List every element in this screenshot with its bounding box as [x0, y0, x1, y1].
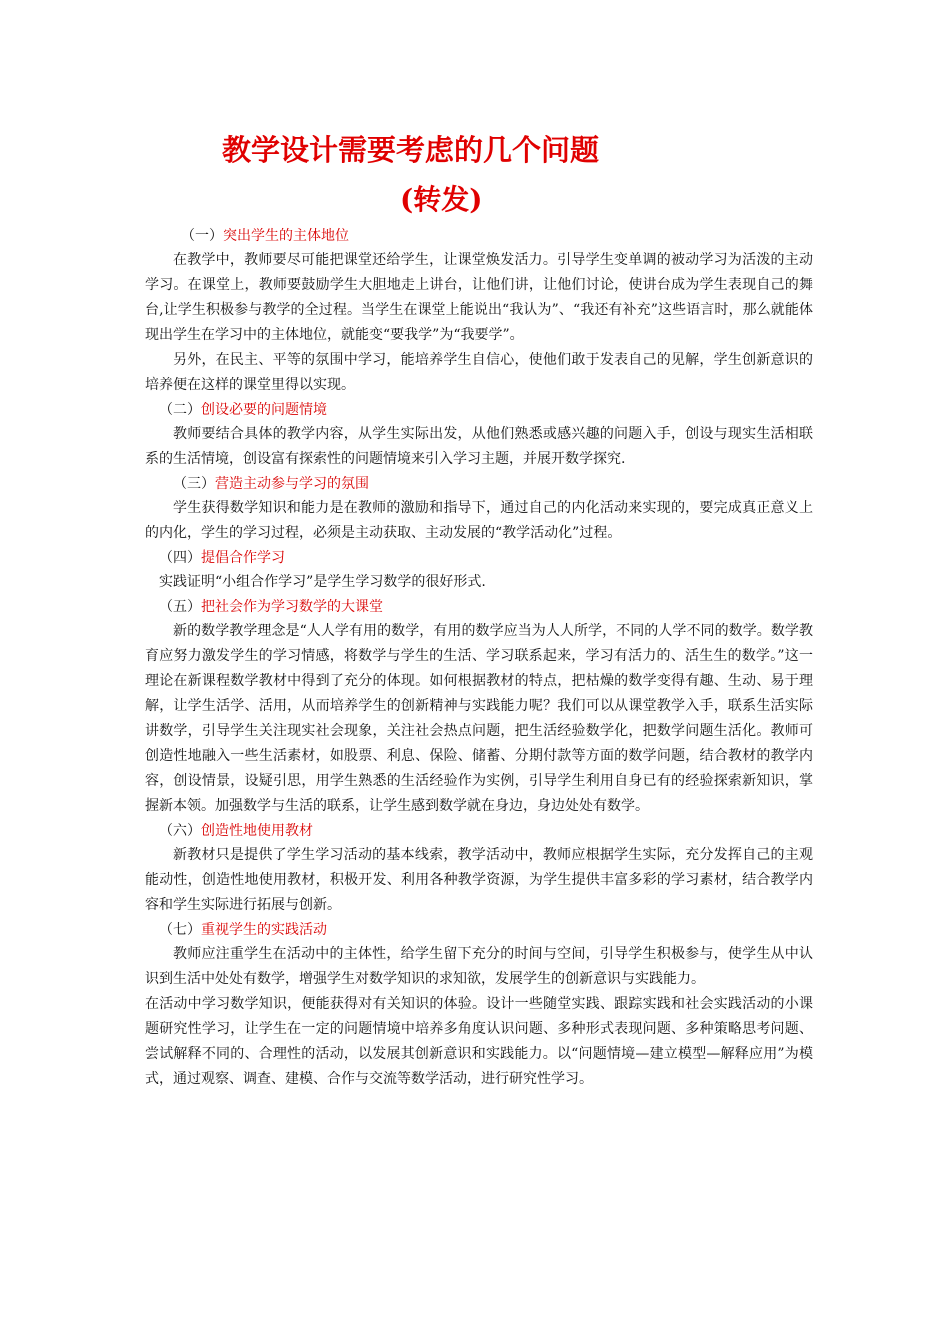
section-paragraph: 教师要结合具体的教学内容，从学生实际出发，从他们熟悉或感兴趣的问题入手，创设与现实生活相联系的生活情境，创设富有探索性的问题情境来引入学习主题，并展开数学探究.	[145, 426, 813, 467]
section-paragraph: 新教材只是提供了学生学习活动的基本线索，教学活动中，教师应根据学生实际，充分发挥自己的主观能动性，创造性地使用教材，积极开发、利用各种教学资源，为学生提供丰富多彩的学习素材，结合教学内容和学生实际进行拓展与创新。	[145, 847, 813, 913]
section-paragraph: 新的数学教学理念是“人人学有用的数学，有用的数学应当为人人所学，不同的人学不同的数学。数学教育应努力激发学生的学习情感，将数学与学生的生活、学习联系起来，学习有活力的、活生生的数学。”这一理论在新课程数学教材中得到了充分的体现。如何根据教材的特点，把枯燥的数学变得有趣、生动、易于理解，让学生活学、活用，从而培养学生的创新精神与实践能力呢？我们可以从课堂教学入手，联系生活实际讲数学，引导学生关注现实社会现象，关注社会热点问题，把生活经验数学化，把数学问题生活化。教师可创造性地融入一些生活素材，如股票、利息、保险、储蓄、分期付款等方面的数学问题，结合教材的教学内容，创设情景，设疑引思，用学生熟悉的生活经验作为实例，引导学生利用自身已有的经验探索新知识，掌握新本领。加强数学与生活的联系，让学生感到数学就在身边，身边处处有数学。	[145, 623, 813, 814]
section-heading-2: （二）创设必要的问题情境	[159, 402, 327, 418]
section-heading-1: （一）突出学生的主体地位	[181, 228, 349, 244]
section-paragraph: 学生获得数学知识和能力是在教师的激励和指导下，通过自己的内化活动来实现的，要完成真正意义上的内化，学生的学习过程，必须是主动获取、主动发展的“教学活动化”过程。	[145, 500, 813, 541]
section-paragraph: 教师应注重学生在活动中的主体性，给学生留下充分的时间与空间，引导学生积极参与，使学生从中认识到生活中处处有数学，增强学生对数学知识的求知欲，发展学生的创新意识与实践能力。	[145, 946, 813, 987]
document-body	[145, 224, 813, 1092]
document-title: 教学设计需要考虑的几个问题	[222, 133, 600, 167]
section-paragraph: 在活动中学习数学知识，便能获得对有关知识的体验。设计一些随堂实践、跟踪实践和社会实践活动的小课题研究性学习，让学生在一定的问题情境中培养多角度认识问题、多种形式表现问题、多种策略思考问题、尝试解释不同的、合理性的活动，以发展其创新意识和实践能力。以“问题情境—建立模型—解释应用”为模式，通过观察、调查、建模、合作与交流等数学活动，进行研究性学习。	[145, 996, 813, 1087]
section-heading-7: （七）重视学生的实践活动	[159, 922, 327, 938]
section-heading-5: （五）把社会作为学习数学的大课堂	[159, 599, 383, 615]
section-heading-4: （四）提倡合作学习	[159, 550, 285, 566]
section-paragraph: 另外，在民主、平等的氛围中学习，能培养学生自信心，使他们敢于发表自己的见解，学生创新意识的培养便在这样的课堂里得以实现。	[145, 352, 813, 393]
section-paragraph: 在教学中，教师要尽可能把课堂还给学生，让课堂焕发活力。引导学生变单调的被动学习为活泼的主动学习。在课堂上，教师要鼓励学生大胆地走上讲台，让他们讲，让他们讨论，使讲台成为学生表现自己的舞台,让学生积极参与教学的全过程。当学生在课堂上能说出“我认为”、“我还有补充”这些语言时，那么就能体现出学生在学习中的主体地位，就能变“要我学”为“我要学”。	[145, 252, 813, 343]
section-paragraph: 实践证明“小组合作学习”是学生学习数学的很好形式.	[159, 574, 486, 590]
document-subtitle: (转发)	[400, 183, 483, 216]
section-heading-6: （六）创造性地使用教材	[159, 823, 313, 839]
section-heading-3: （三）营造主动参与学习的氛围	[173, 476, 369, 492]
